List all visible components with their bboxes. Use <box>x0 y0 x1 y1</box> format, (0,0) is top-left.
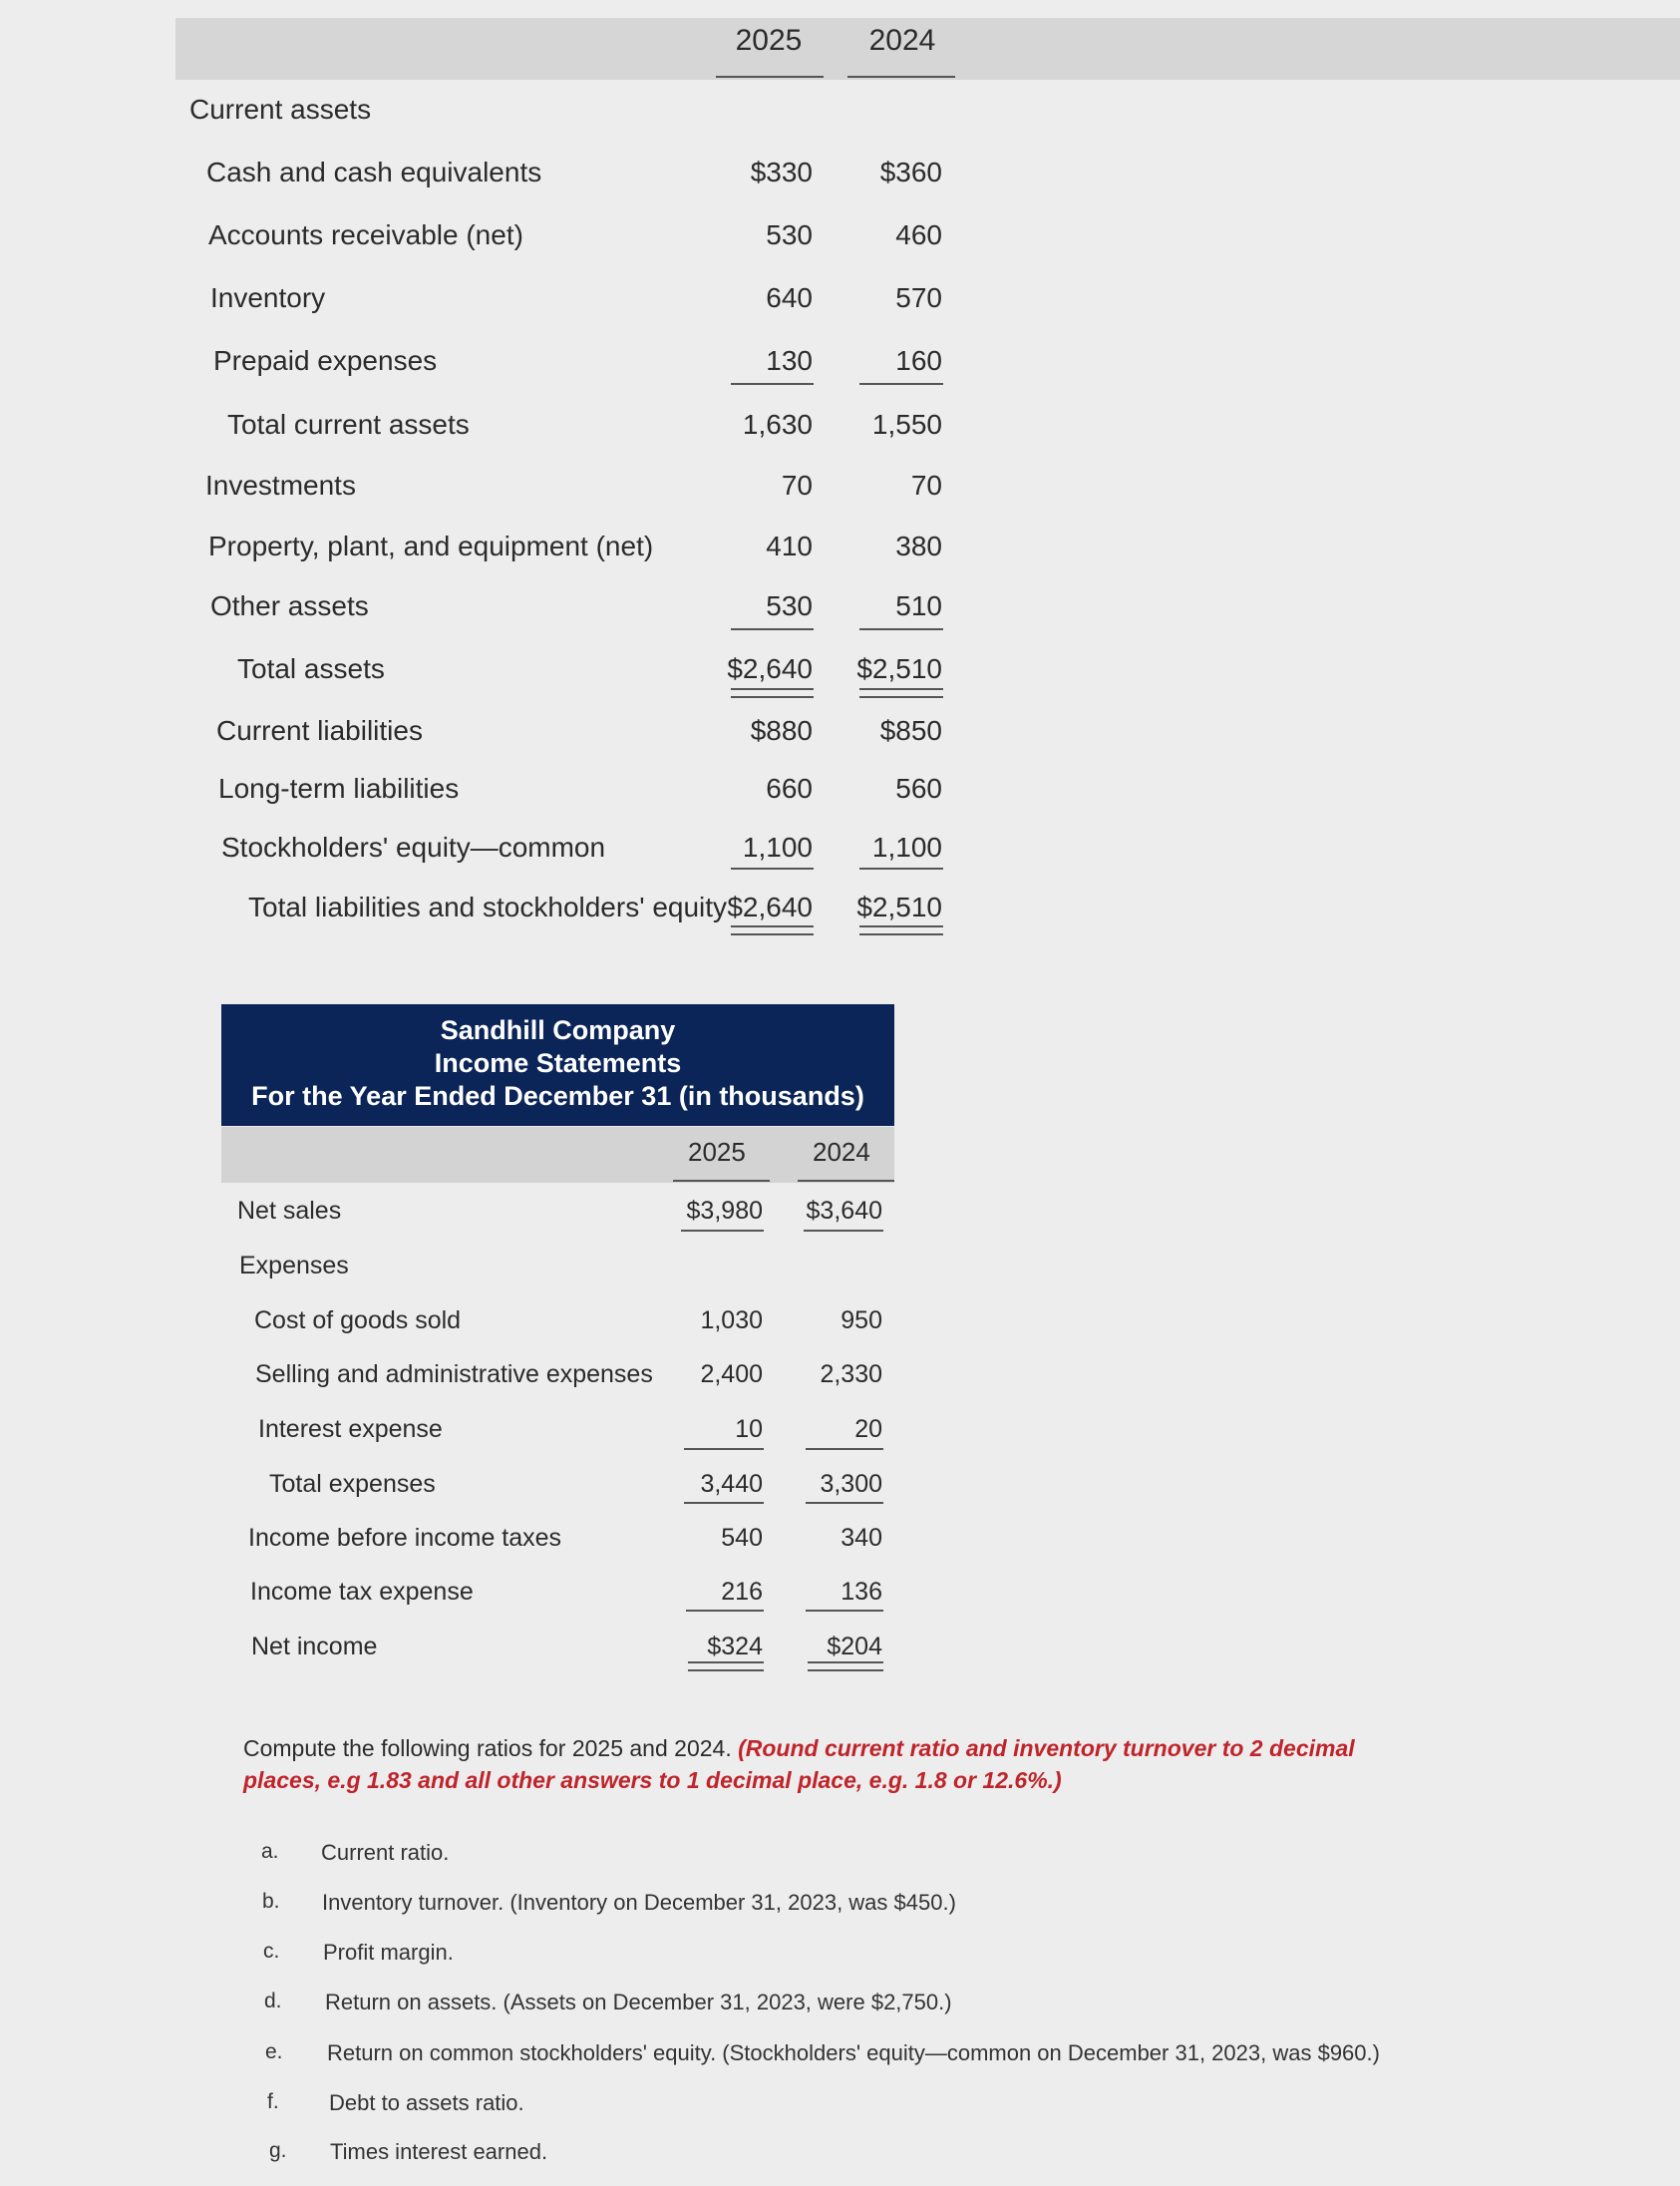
income-statement-header-band <box>221 1127 894 1183</box>
ratio-item-text: Inventory turnover. (Inventory on December 31, 2023, was $450.) <box>322 1890 956 1915</box>
bs-row-2024: $2,510 <box>856 892 942 922</box>
bs-row-2025: 130 <box>766 345 813 376</box>
bs-row-2025: $2,640 <box>727 653 813 684</box>
bs-row-label: Total current assets <box>227 409 470 440</box>
bs-row-2025: 1,630 <box>742 409 813 440</box>
bs-row-2024: $2,510 <box>856 653 942 684</box>
subtotal-underline <box>684 1448 764 1450</box>
ratio-item-letter: b. <box>262 1890 280 1913</box>
ratio-item-letter: f. <box>267 2090 279 2113</box>
subtotal-underline <box>859 628 943 630</box>
total-double-underline <box>859 925 943 935</box>
is-row-label: Expenses <box>239 1252 349 1279</box>
total-double-underline <box>731 925 814 935</box>
bs-row-2024: $850 <box>879 715 942 746</box>
ratio-item-text: Profit margin. <box>323 1940 454 1965</box>
is-row-label: Net sales <box>237 1197 342 1225</box>
subtotal-underline <box>804 1230 883 1232</box>
bs-row-2025: 530 <box>766 219 813 250</box>
bs-row-label: Cash and cash equivalents <box>206 157 542 187</box>
is-year-2025: 2025 <box>688 1137 746 1167</box>
ratio-item-letter: g. <box>269 2139 287 2162</box>
is-row-2024: 20 <box>854 1415 882 1443</box>
bs-year-2025: 2025 <box>735 24 803 57</box>
bs-row-2025: $2,640 <box>727 892 813 922</box>
is-year-underline <box>798 1180 894 1182</box>
is-year-2024: 2024 <box>813 1137 870 1167</box>
bs-row-2024: 70 <box>910 470 942 501</box>
ratio-item-letter: a. <box>261 1840 279 1863</box>
is-row-2025: $3,980 <box>686 1197 763 1225</box>
bs-row-2024: 160 <box>895 345 942 376</box>
bs-row-2025: 1,100 <box>742 832 813 863</box>
section-current-assets: Current assets <box>189 94 372 125</box>
bs-row-2025: 410 <box>766 531 813 561</box>
is-row-label: Selling and administrative expenses <box>255 1360 653 1388</box>
is-row-2025: $324 <box>707 1633 763 1660</box>
bs-row-label: Current liabilities <box>216 715 423 746</box>
is-row-label: Interest expense <box>258 1415 443 1443</box>
is-year-underline <box>673 1180 770 1182</box>
bs-row-label: Total assets <box>237 653 385 684</box>
statement-name: Income Statements <box>434 1048 682 1078</box>
statement-period: For the Year Ended December 31 (in thousands) <box>251 1081 864 1111</box>
subtotal-underline <box>686 1610 764 1612</box>
bs-row-label: Total liabilities and stockholders' equity <box>248 892 728 922</box>
bs-row-2024: 570 <box>895 282 942 313</box>
subtotal-underline <box>731 383 814 385</box>
bs-row-2025: 70 <box>781 470 813 501</box>
total-double-underline <box>731 688 814 698</box>
is-row-2024: $204 <box>827 1633 882 1660</box>
bs-row-2024: 560 <box>895 773 942 804</box>
total-double-underline <box>808 1661 883 1671</box>
bs-row-2024: 460 <box>895 219 942 250</box>
ratio-item-text: Current ratio. <box>321 1840 450 1865</box>
is-row-2024: 3,300 <box>820 1470 882 1498</box>
subtotal-underline <box>859 868 943 870</box>
bs-row-label: Inventory <box>210 282 326 313</box>
subtotal-underline <box>731 628 814 630</box>
bs-year-underline <box>716 76 824 78</box>
is-row-2024: 136 <box>840 1578 882 1606</box>
is-row-2025: 2,400 <box>700 1360 763 1388</box>
bs-row-2024: 1,550 <box>871 409 942 440</box>
is-row-2024: 950 <box>840 1306 882 1334</box>
is-row-label: Income tax expense <box>250 1578 474 1606</box>
bs-row-2025: 640 <box>766 282 813 313</box>
is-row-2025: 216 <box>721 1578 763 1606</box>
ratio-item-text: Debt to assets ratio. <box>329 2090 524 2115</box>
is-row-2025: 10 <box>735 1415 763 1443</box>
bs-row-2024: 1,100 <box>871 832 942 863</box>
bs-row-2025: 660 <box>766 773 813 804</box>
is-row-2025: 1,030 <box>700 1306 763 1334</box>
ratio-item-text: Return on common stockholders' equity. (Stockholders' equity—common on December 31, 2023, was $960.) <box>327 2040 1380 2065</box>
bs-row-2024: 510 <box>895 590 942 621</box>
bs-row-label: Accounts receivable (net) <box>208 219 523 250</box>
bs-row-2025: $330 <box>750 157 813 187</box>
bs-row-2025: 530 <box>766 590 813 621</box>
ratio-item-letter: e. <box>265 2040 283 2063</box>
is-row-2024: $3,640 <box>806 1197 882 1225</box>
is-row-label: Net income <box>251 1633 378 1660</box>
bs-row-2024: 380 <box>895 531 942 561</box>
ratio-item-letter: c. <box>263 1940 280 1963</box>
subtotal-underline <box>731 868 814 870</box>
subtotal-underline <box>681 1230 764 1232</box>
is-row-2025: 3,440 <box>700 1470 763 1498</box>
question-prompt-text: Compute the following ratios for 2025 and 2024. <box>243 1735 732 1761</box>
subtotal-underline <box>806 1448 883 1450</box>
is-row-2024: 2,330 <box>820 1360 882 1388</box>
is-row-label: Total expenses <box>269 1470 436 1498</box>
company-name: Sandhill Company <box>440 1015 676 1045</box>
subtotal-underline <box>806 1502 883 1504</box>
rounding-instruction-line1: (Round current ratio and inventory turnover to 2 decimal <box>738 1735 1355 1761</box>
is-row-2024: 340 <box>840 1524 882 1552</box>
bs-row-label: Other assets <box>210 590 369 621</box>
rounding-instruction-line2: places, e.g 1.83 and all other answers to 1 decimal place, e.g. 1.8 or 12.6%.) <box>243 1767 1062 1793</box>
total-double-underline <box>859 688 943 698</box>
subtotal-underline <box>806 1610 883 1612</box>
ratio-item-text: Return on assets. (Assets on December 31, 2023, were $2,750.) <box>325 1990 952 2014</box>
subtotal-underline <box>859 383 943 385</box>
is-row-label: Cost of goods sold <box>254 1306 462 1334</box>
bs-row-2024: $360 <box>879 157 942 187</box>
subtotal-underline <box>684 1502 764 1504</box>
bs-row-label: Prepaid expenses <box>213 345 438 376</box>
bs-year-2024: 2024 <box>868 24 936 57</box>
bs-row-2025: $880 <box>750 715 813 746</box>
bs-row-label: Property, plant, and equipment (net) <box>208 531 654 561</box>
question-prompt <box>243 1735 1355 1762</box>
bs-row-label: Stockholders' equity—common <box>221 832 606 863</box>
income-statement-title <box>221 1004 894 1126</box>
bs-year-underline <box>847 76 955 78</box>
is-row-label: Income before income taxes <box>248 1524 562 1552</box>
is-row-2025: 540 <box>721 1524 763 1552</box>
ratio-item-text: Times interest earned. <box>330 2139 548 2164</box>
ratio-item-letter: d. <box>264 1990 282 2012</box>
total-double-underline <box>688 1661 764 1671</box>
bs-row-label: Long-term liabilities <box>218 773 460 804</box>
bs-row-label: Investments <box>205 470 356 501</box>
